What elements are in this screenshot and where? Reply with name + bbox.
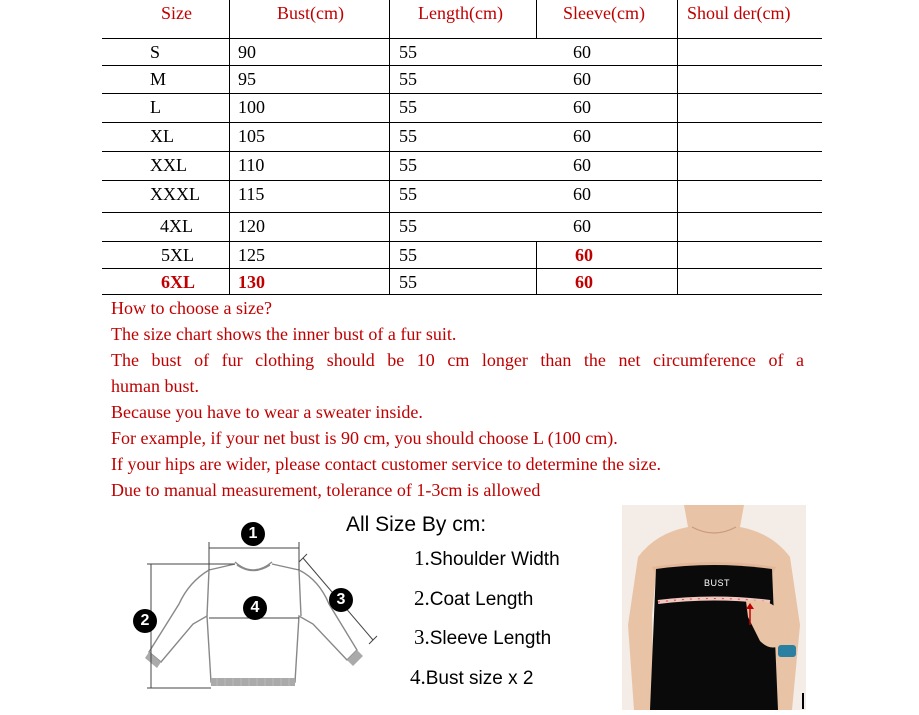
bust-tube-label: BUST	[704, 578, 731, 588]
column-rule	[536, 241, 537, 295]
note-line: The size chart shows the inner bust of a fur suit.	[111, 324, 457, 344]
column-rule	[389, 0, 390, 295]
cell-size: XXL	[150, 155, 187, 175]
marker-coat-length: 2	[133, 609, 157, 633]
cell-sleeve: 60	[573, 184, 591, 204]
cell-bust: 115	[238, 184, 265, 204]
legend-number: 3.	[414, 625, 430, 649]
legend-item	[414, 586, 533, 611]
row-rule	[102, 151, 822, 152]
cell-length: 55	[399, 245, 417, 265]
cell-bust: 105	[238, 126, 265, 146]
cell-sleeve: 60	[575, 245, 593, 265]
cell-length: 55	[399, 97, 417, 117]
cell-sleeve: 60	[575, 272, 593, 292]
legend-number: 1.	[414, 546, 430, 570]
row-rule	[102, 241, 822, 242]
legend-label: Shoulder Width	[429, 549, 560, 570]
cell-bust: 95	[238, 69, 256, 89]
cell-size: 5XL	[161, 245, 194, 265]
legend-label: Bust size x 2	[425, 668, 534, 689]
marker-sleeve-length: 3	[329, 588, 353, 612]
cell-sleeve: 60	[573, 216, 591, 236]
legend-label: Coat Length	[429, 589, 534, 610]
legend-number: 4.	[410, 665, 426, 689]
header-bust: Bust(cm)	[277, 3, 344, 23]
cell-bust: 90	[238, 42, 256, 62]
cell-size: 6XL	[161, 272, 196, 292]
column-rule	[229, 0, 230, 295]
legend-label: Sleeve Length	[429, 628, 552, 649]
cell-size: XL	[150, 126, 174, 146]
cell-length: 55	[399, 69, 417, 89]
cell-bust: 110	[238, 155, 265, 175]
row-rule	[102, 38, 822, 39]
note-line: If your hips are wider, please contact customer service to determine the size.	[111, 454, 662, 474]
note-line: Because you have to wear a sweater inside.	[111, 402, 423, 422]
cell-sleeve: 60	[573, 97, 591, 117]
cell-sleeve: 60	[573, 69, 591, 89]
row-rule	[102, 180, 822, 181]
cell-bust: 120	[238, 216, 265, 236]
measurement-legend	[346, 512, 606, 702]
cell-bust: 100	[238, 97, 265, 117]
cell-length: 55	[399, 42, 417, 62]
legend-item	[414, 625, 551, 650]
row-rule	[102, 268, 822, 269]
header-length: Length(cm)	[418, 3, 503, 23]
column-rule	[536, 0, 537, 38]
cell-bust: 125	[238, 245, 265, 265]
cell-sleeve: 60	[573, 42, 591, 62]
legend-item	[410, 665, 533, 690]
cell-size: S	[150, 42, 161, 62]
legend-title: All Size By cm:	[346, 513, 487, 536]
cell-size: XXXL	[150, 184, 200, 204]
cell-length: 55	[399, 216, 417, 236]
marker-shoulder-width: 1	[241, 522, 265, 546]
row-rule	[102, 122, 822, 123]
row-rule	[102, 212, 822, 213]
cell-sleeve: 60	[573, 155, 591, 175]
cell-size: 4XL	[160, 216, 193, 236]
note-line: The bust of fur clothing should be 10 cm longer than the net circumference of a	[111, 350, 804, 370]
row-rule	[102, 93, 822, 94]
row-rule	[102, 65, 822, 66]
note-line: For example, if your net bust is 90 cm, you should choose L (100 cm).	[111, 428, 618, 448]
cell-size: L	[150, 97, 161, 117]
size-table	[0, 0, 919, 296]
cell-length: 55	[399, 272, 417, 292]
header-size: Size	[161, 3, 192, 23]
bust-photo-illustration-icon	[622, 505, 806, 710]
row-rule	[102, 294, 822, 295]
bust-measurement-photo	[622, 505, 806, 710]
cell-size: M	[150, 69, 167, 89]
cell-length: 55	[399, 126, 417, 146]
cell-bust: 130	[238, 272, 265, 292]
column-rule	[677, 0, 678, 295]
cell-length: 55	[399, 184, 417, 204]
header-shoulder: Shoul der(cm)	[687, 3, 791, 23]
legend-item	[414, 546, 560, 571]
note-line: human bust.	[111, 376, 199, 396]
header-sleeve: Sleeve(cm)	[563, 3, 645, 23]
note-line: Due to manual measurement, tolerance of 1-3cm is allowed	[111, 480, 541, 500]
legend-number: 2.	[414, 586, 430, 610]
cell-sleeve: 60	[573, 126, 591, 146]
cell-length: 55	[399, 155, 417, 175]
note-heading: How to choose a size?	[111, 298, 272, 318]
marker-bust: 4	[243, 596, 267, 620]
